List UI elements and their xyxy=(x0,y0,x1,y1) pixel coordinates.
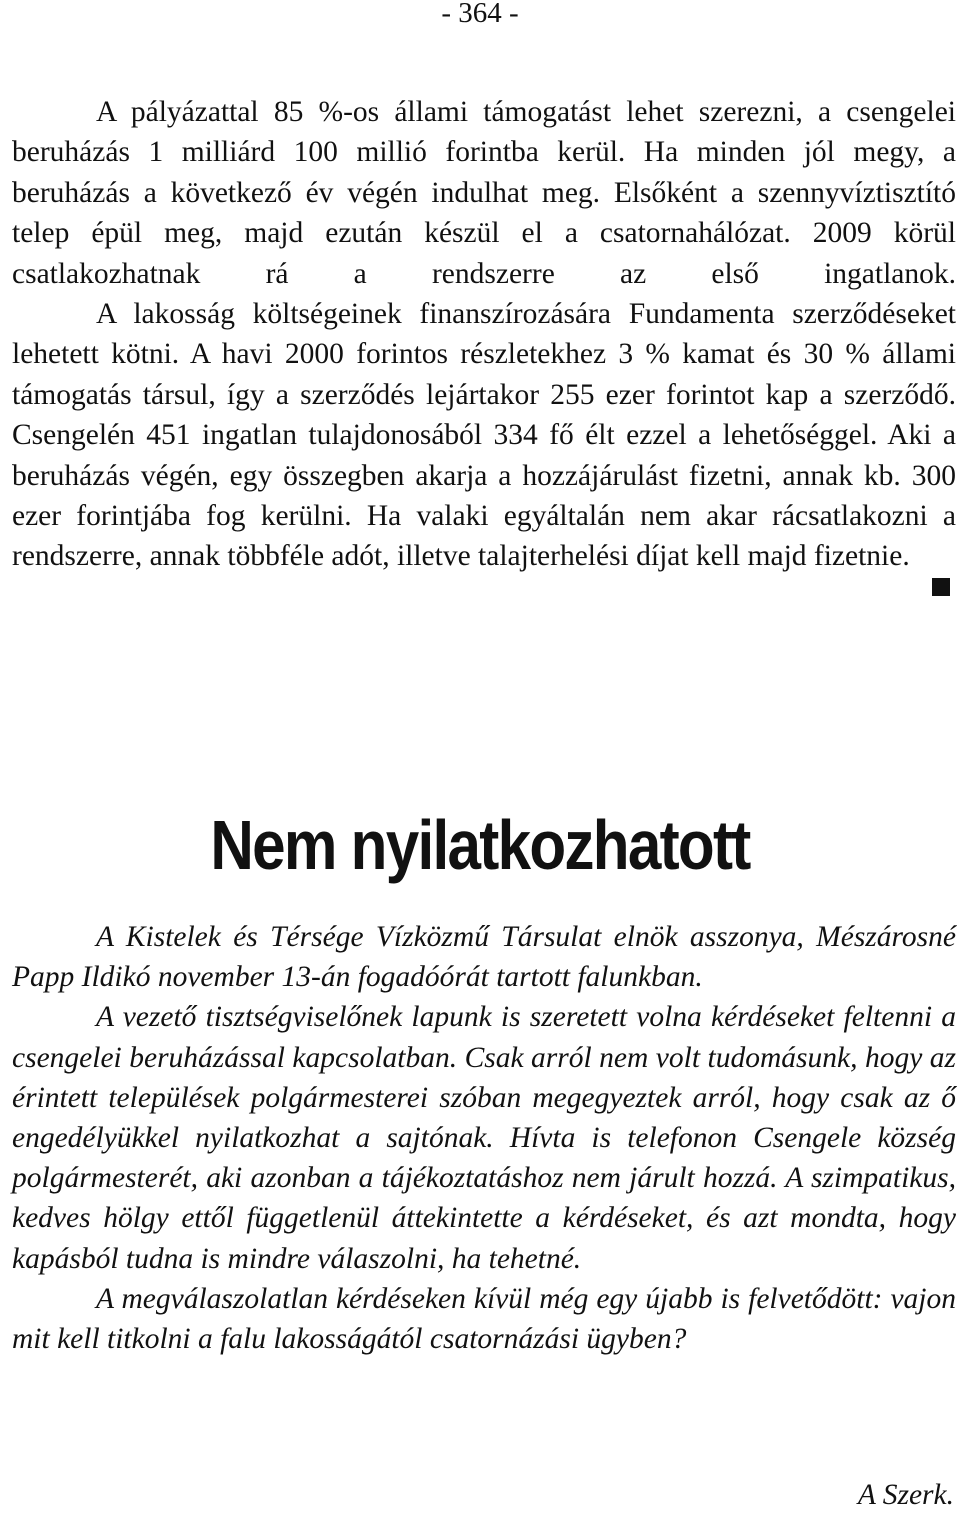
article-paragraph: A megválaszolatlan kérdéseken kívül még egy újabb is felvetődött: vajon mit kell titkolni a falu lakosságától csatornázási ügyben? xyxy=(12,1282,956,1356)
article-paragraph: A pályázattal 85 %-os állami támogatást lehet szerezni, a csengelei beruházás 1 milliárd 100 millió forintba kerül. Ha minden jól megy, a beruházás a következő év végén indulhat meg. Elsőként a szennyvíztisztító telep épül meg, majd ezután készül el a csatornahálózat. 2009 körül csatlakozhatnak rá a rendszerre az első ingatlanok. xyxy=(12,96,956,290)
black-square-icon xyxy=(932,578,950,596)
article-no-statement xyxy=(12,917,956,1359)
article-paragraph: A Kistelek és Térsége Vízközmű Társulat elnök asszonya, Mészárosné Papp Ildikó november 13-án fogadóórát tartott falunkban. xyxy=(12,921,956,994)
article-paragraph: A lakosság költségeinek finanszírozására Fundamenta szerződéseket lehetett kötni. A havi 2000 forintos részletekhez 3 % kamat és 30 % állami támogatás társul, így a szerződés lejártakor 255 ezer forintot kap a szerződő. Csengelén 451 ingatlan tulajdonosából 334 fő élt ezzel a lehetőséggel. Aki a beruházás végén, egy összegben akarja a hozzájárulást fizetni, annak kb. 300 ezer forintjába fog kerülni. Ha valaki egyáltalán nem akar rácsatlakozni a rendszerre, annak többféle adót, illetve talajterhelési díjat kell majd fizetnie. xyxy=(12,298,956,573)
article-headline: Nem nyilatkozhatott xyxy=(210,806,750,884)
article-paragraph: A vezető tisztségviselőnek lapunk is szeretett volna kérdéseket feltenni a csengelei beruházással kapcsolatban. Csak arról nem volt tudomásunk, hogy az érintett települések polgármesterei szóban megegyeztek arról, hogy csak az ő engedélyükkel nyilatkozhat a sajtónak. Hívta is telefonon Csengele község polgármesterét, aki azonban a tájékoztatáshoz nem járult hozzá. A szimpatikus, kedves hölgy ettől függetlenül áttekintette a kérdéseket, és azt mondta, hogy kapásból tudna is mindre válaszolni, ha tehetné. xyxy=(12,1001,956,1275)
editor-signature: A Szerk. xyxy=(857,1479,954,1511)
article-sewer-investment xyxy=(12,92,956,577)
page-number: - 364 - xyxy=(441,0,519,29)
